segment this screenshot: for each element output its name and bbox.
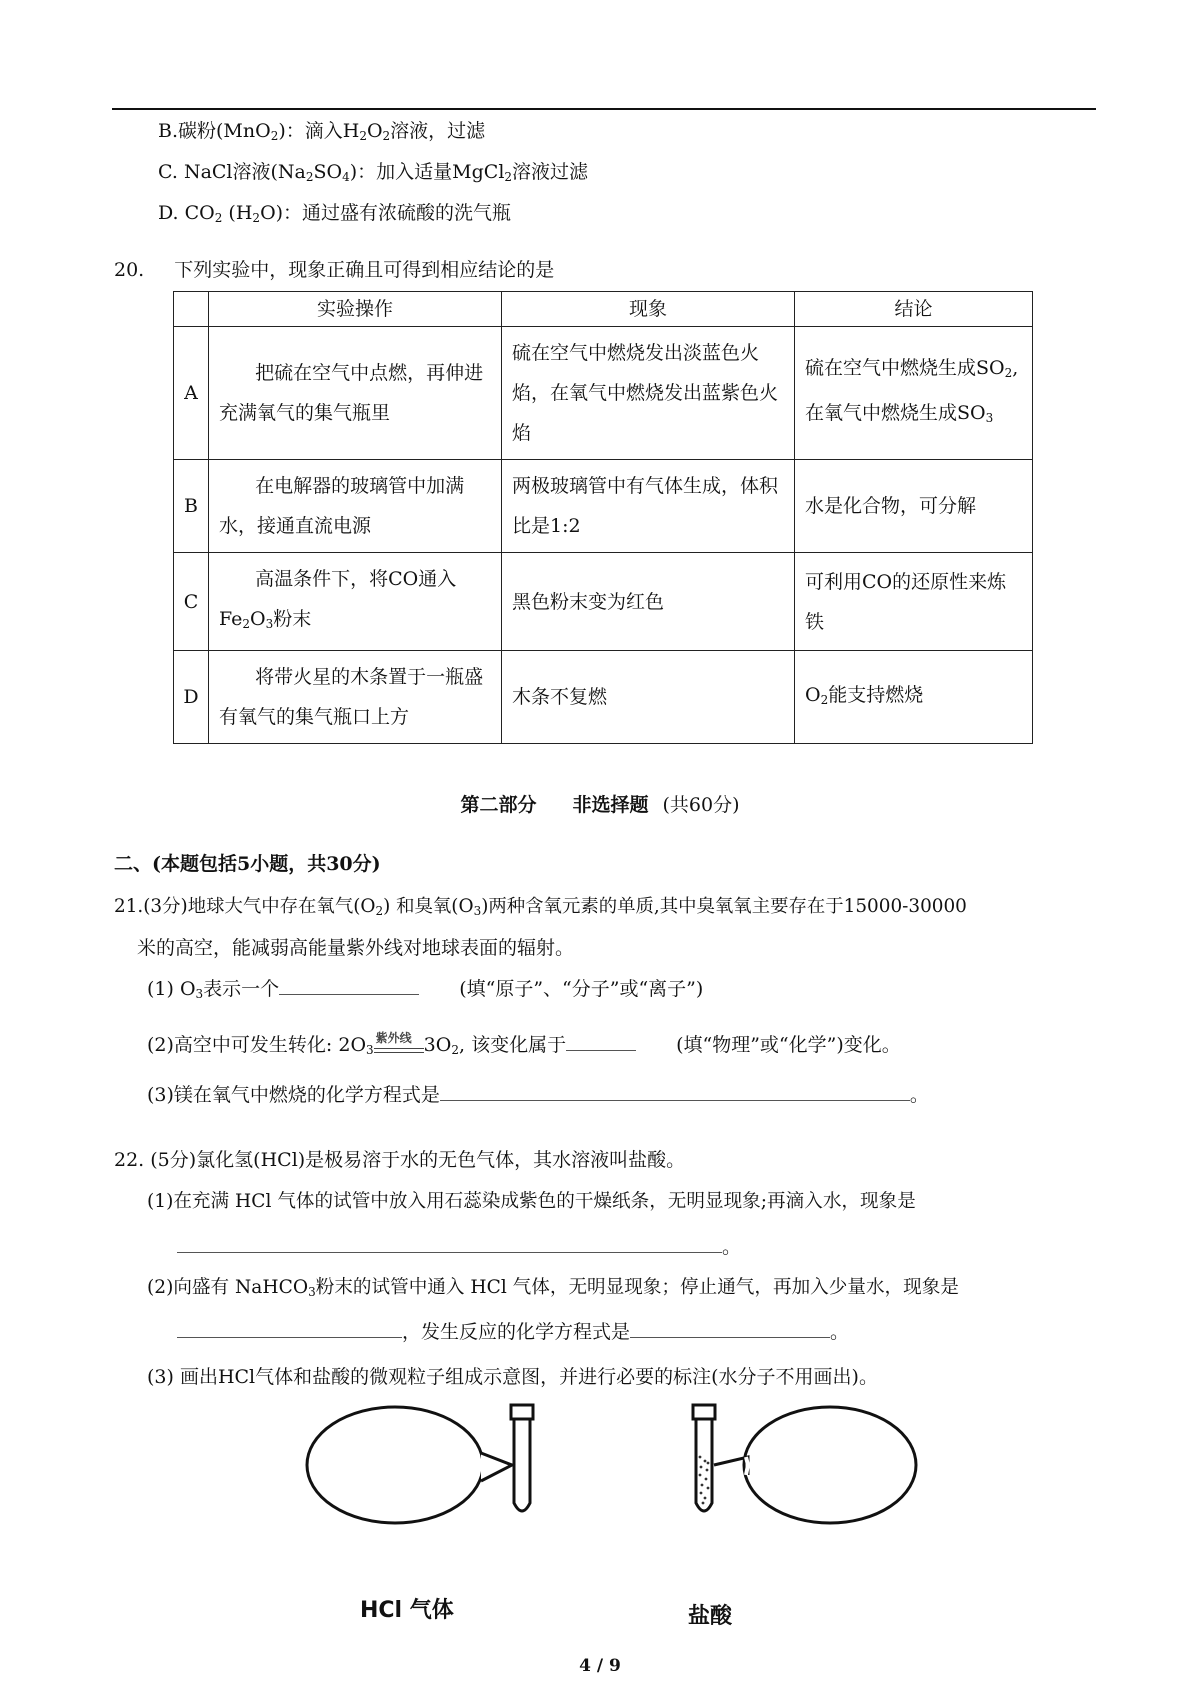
table-header-cell: 实验操作 [209,292,502,327]
answer-blank[interactable] [566,1036,636,1051]
reaction-arrow: 紫外线 [374,1038,424,1062]
question-21-line1: 21.(3分)地球大气中存在氧气$(O_2)$ 和臭氧$(O_3)$两种含氧元素的单质,其中臭氧氧主要存在于15000-30000 [114,896,967,918]
question-22-part1-answer: 。 [177,1235,741,1259]
test-tube-diagram [300,1395,940,1635]
hcl-gas-drawing [307,1405,533,1523]
phenomenon-cell: 硫在空气中燃烧发出淡蓝色火焰，在氧气中燃烧发出蓝紫色火焰 [502,327,795,460]
experiment-table [173,291,1033,744]
hydrochloric-acid-drawing [693,1405,916,1523]
answer-blank[interactable] [177,1323,402,1338]
question-20-stem: 20. 下列实验中，现象正确且可得到相应结论的是 [114,259,555,281]
option-b: B.碳粉(MnO$_2$)：滴入$H_2O_2$溶液，过滤 [158,120,486,143]
phenomenon-cell: 两极玻璃管中有气体生成，体积比是1:2 [502,460,795,553]
phenomenon-cell: 黑色粉末变为红色 [502,553,795,651]
diagram-label-hcl-gas: HCl 气体 [360,1598,454,1623]
table-header-row [174,292,1033,327]
answer-blank[interactable] [630,1323,830,1338]
part-two-title: 第二部分 非选择题 (共60分) [460,794,740,816]
question-22-part1: (1)在充满 HCl 气体的试管中放入用石蕊染成紫色的干燥纸条，无明显现象;再滴入水，现象是 [147,1191,916,1212]
answer-blank[interactable] [177,1238,722,1253]
question-22-part3: (3) 画出HCl气体和盐酸的微观粒子组成示意图，并进行必要的标注(水分子不用画出)。 [147,1366,878,1388]
option-c: C. NaCl溶液$(Na_2SO_4)$：加入适量MgCl$_2$溶液过滤 [158,161,589,184]
table-header-cell: 结论 [795,292,1033,327]
operation-cell: 高温条件下，将CO通入$Fe_2O_3$粉末 [209,553,502,651]
operation-cell: 把硫在空气中点燃，再伸进充满氧气的集气瓶里 [209,327,502,460]
row-label: A [174,327,209,460]
table-corner-cell [174,292,209,327]
option-d: D. $CO_2$ $(H_2O)$：通过盛有浓硫酸的洗气瓶 [158,202,512,225]
table-row [174,553,1033,651]
answer-blank[interactable] [279,980,419,995]
row-label: B [174,460,209,553]
row-label: C [174,553,209,651]
phenomenon-cell: 木条不复燃 [502,651,795,744]
question-21-part2: (2)高空中可发生转化: $2O_3$ 紫外线 $3O_2$, 该变化属于 (填“物理”或“化学”)变化。 [147,1033,901,1062]
section-heading: 二、(本题包括5小题，共30分) [114,853,381,875]
question-21-part1: (1) $O_3$表示一个 (填“原子”、“分子”或“离子”) [147,978,704,1001]
conclusion-cell: 水是化合物，可分解 [795,460,1033,553]
operation-cell: 在电解器的玻璃管中加满水，接通直流电源 [209,460,502,553]
row-label: D [174,651,209,744]
question-21-part3: (3)镁在氧气中燃烧的化学方程式是 。 [147,1084,929,1106]
answer-blank[interactable] [440,1086,910,1101]
conclusion-cell: 硫在空气中燃烧生成$SO_2$,在氧气中燃烧生成$SO_3$ [795,327,1033,460]
table-header-cell: 现象 [502,292,795,327]
table-row [174,327,1033,460]
conclusion-cell: 可利用CO的还原性来炼铁 [795,553,1033,651]
table-row [174,651,1033,744]
question-22-part2: (2)向盛有 NaHCO$_3$粉末的试管中通入 HCl 气体，无明显现象；停止通气，再加入少量水，现象是 [147,1277,959,1299]
operation-cell: 将带火星的木条置于一瓶盛有氧气的集气瓶口上方 [209,651,502,744]
question-21-line2: 米的高空，能减弱高能量紫外线对地球表面的辐射。 [137,937,575,959]
question-22-part2-answer: ，发生反应的化学方程式是 。 [177,1320,849,1344]
conclusion-cell: $O_2$能支持燃烧 [795,651,1033,744]
page-number: 4 / 9 [579,1656,621,1676]
table-row [174,460,1033,553]
diagram-label-hydrochloric-acid: 盐酸 [688,1604,733,1629]
header-rule [112,108,1096,110]
question-22-stem: 22. (5分)氯化氢(HCl)是极易溶于水的无色气体，其水溶液叫盐酸。 [114,1149,686,1171]
